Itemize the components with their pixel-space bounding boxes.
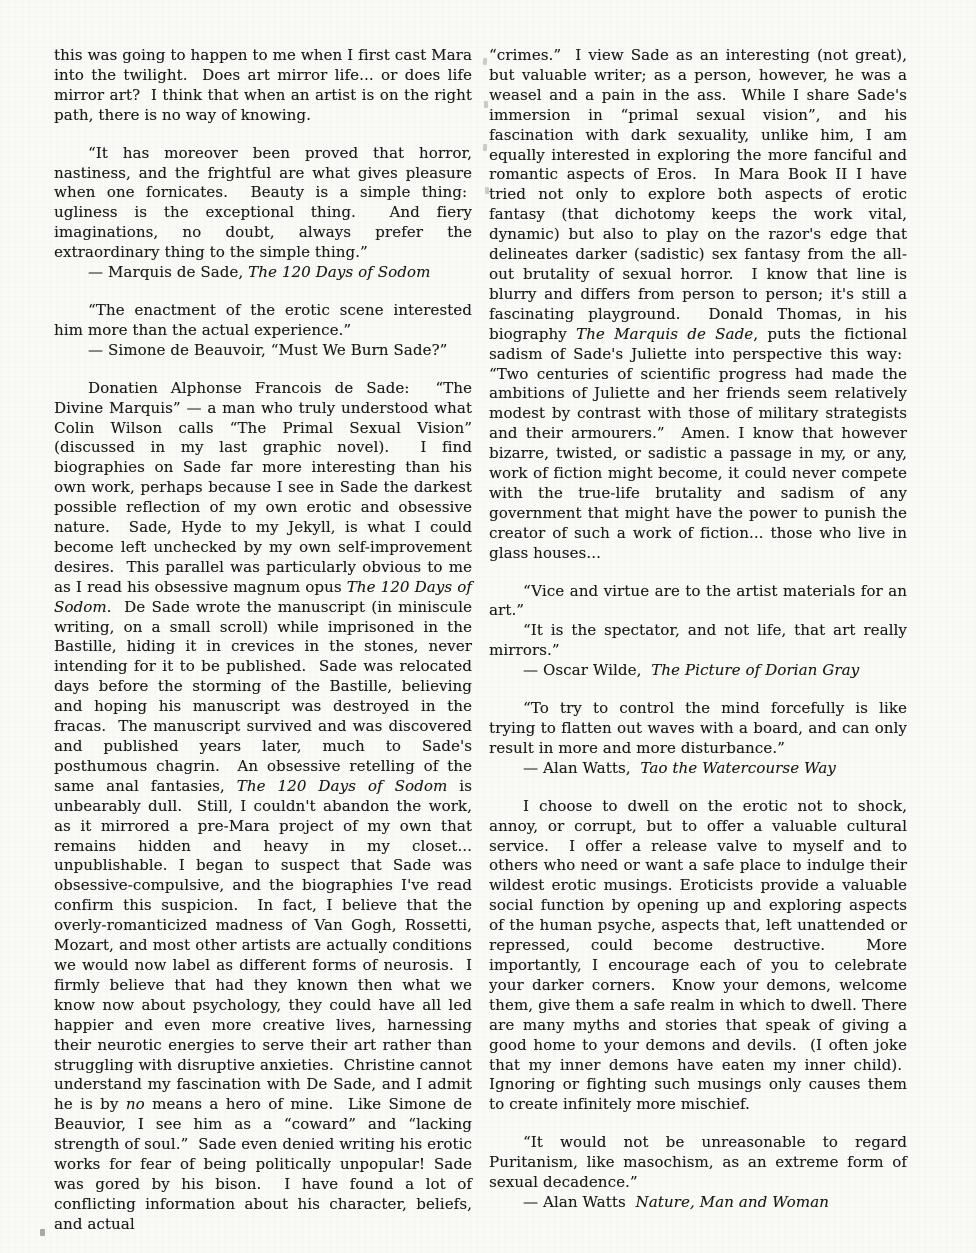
italic-text-run: The Marquis de Sade	[576, 324, 754, 343]
text-run: “Vice and virtue are to the artist materials for an art.”	[489, 581, 907, 620]
italic-text-run: The 120 Days of Sodom	[236, 776, 448, 795]
text-run: — Oscar Wilde,	[523, 661, 652, 680]
italic-text-run: Tao the Watercourse Way	[640, 758, 836, 777]
text-run: — Alan Watts	[523, 1192, 636, 1211]
attribution-line	[54, 263, 472, 283]
text-run: , puts the fictional sadism of Sade's Juliette into perspective this way: “Two centuries of scientific progress had made the ambitions of Juliette and her friends seem relatively modest by contrast with those of military strategists and their armourers.” Amen. I know that however bizarre, twisted, or sadistic a passage in my, or any, work of fiction might become, it could never compete with the true-life brutality and sadism of any government that might have the power to punish the creator of such a work of fiction... those who live in glass houses...	[489, 324, 907, 562]
scan-artifact	[483, 144, 487, 151]
paragraph	[54, 301, 472, 341]
text-run: “To try to control the mind forcefully is like trying to flatten out waves with a board, and can only result in more and more disturbance.”	[489, 699, 907, 757]
paragraph	[489, 699, 907, 759]
text-run: I choose to dwell on the erotic not to shock, annoy, or corrupt, but to offer a valuable cultural service. I offer a release valve to myself and to others who need or want a safe place to indulge their wildest erotic musings. Eroticists provide a valuable social function by opening up and exploring aspects of the human psyche, aspects that, left unattended or repressed, could become destructive. More importantly, I encourage each of you to celebrate your darker corners. Know your demons, welcome them, give them a safe realm in which to dwell. There are many myths and stories that speak of giving a good home to your demons and devils. (I often joke that my inner demons have eaten my inner child). Ignoring or fighting such musings only causes them to create infinitely more mischief.	[489, 796, 907, 1114]
paragraph	[489, 797, 907, 1116]
paragraph	[489, 582, 907, 622]
scan-artifact	[484, 101, 488, 108]
italic-text-run: no	[125, 1095, 145, 1114]
two-column-text	[54, 46, 976, 1235]
scan-artifact	[483, 58, 487, 65]
text-run: this was going to happen to me when I first cast Mara into the twilight. Does art mirror life... or does life mirror art? I think that when an artist is on the right path, there is no way of knowing.	[54, 46, 472, 124]
paragraph	[54, 144, 472, 263]
text-run: . De Sade wrote the manuscript (in miniscule writing, on a small scroll) while imprisoned in the Bastille, hiding it in crevices in the stones, never intending for it to be published. Sade was relocated days before the storming of the Bastille, believing and hoping his manuscript was destroyed in the fracas. The manuscript survived and was discovered and published years later, much to Sade's posthumous chagrin. An obsessive retelling of the same anal fantasies,	[54, 597, 472, 795]
scan-artifact	[40, 1229, 45, 1236]
italic-text-run: Nature, Man and Woman	[635, 1192, 829, 1211]
paragraph	[489, 46, 907, 564]
attribution-line	[489, 1193, 907, 1213]
text-run: — Simone de Beauvoir, “Must We Burn Sade?”	[88, 340, 448, 359]
scan-artifact	[485, 187, 489, 194]
text-run: — Alan Watts,	[523, 758, 641, 777]
attribution-line	[489, 661, 907, 681]
paragraph	[54, 46, 472, 126]
paragraph	[54, 379, 472, 1235]
text-run: Donatien Alphonse Francois de Sade: “The Divine Marquis” — a man who truly understood what Colin Wilson calls “The Primal Sexual Vision” (discussed in my last graphic novel). I find biographies on Sade far more interesting than his own work, perhaps because I see in Sade the darkest possible reflection of my own erotic and obsessive nature. Sade, Hyde to my Jekyll, is what I could become left unchecked by my own self-improvement desires. This parallel was particularly obvious to me as I read his obsessive magnum opus	[54, 378, 472, 596]
attribution-line	[489, 759, 907, 779]
text-run: “It has moreover been proved that horror, nastiness, and the frightful are what gives pleasure when one fornicates. Beauty is a simple thing: ugliness is the exceptional thing. And fiery imaginations, no doubt, always prefer the extraordinary thing to the simple thing.”	[54, 143, 472, 262]
text-run: is unbearably dull. Still, I couldn't abandon the work, as it mirrored a pre-Mara project of my own that remains hidden and heavy in my closet... unpublishable. I began to suspect that Sade was obsessive-compulsive, and the biographies I've read confirm this suspicion. In fact, I believe that the overly-romanticized madness of Van Gogh, Rossetti, Mozart, and most other artists are actually conditions we would now label as different forms of neurosis. I firmly believe that had they known then what we know now about psychology, they could have all led happier and even more creative lives, harnessing their neurotic energies to serve their art rather than struggling with disruptive anxieties. Christine cannot understand my fascination with De Sade, and I admit he is by	[54, 776, 472, 1114]
text-column-left	[54, 46, 472, 1235]
text-run: — Marquis de Sade,	[88, 263, 249, 282]
paragraph	[489, 1133, 907, 1193]
italic-text-run: The 120 Days of Sodom	[54, 577, 472, 616]
text-run: “It is the spectator, and not life, that art really mirrors.”	[489, 621, 907, 660]
italic-text-run: The Picture of Dorian Gray	[651, 661, 860, 680]
text-run: “It would not be unreasonable to regard Puritanism, like masochism, as an extreme form of sexual decadence.”	[489, 1133, 907, 1192]
text-run: “crimes.” I view Sade as an interesting (not great), but valuable writer; as a person, however, he was a weasel and a pain in the ass. While I share Sade's immersion in “primal sexual vision”, and his fascination with dark sexuality, unlike him, I am equally interested in exploring the more fanciful and romantic aspects of Eros. In Mara Book II I have tried not only to explore both aspects of erotic fantasy (that dichotomy keeps the work vital, dynamic) but also to play on the razor's edge that delineates darker (sadistic) sex fantasy from the all-out brutality of sexual horror. I know that line is blurry and differs from person to person; it's still a fascinating playground. Donald Thomas, in his biography	[489, 46, 907, 343]
italic-text-run: The 120 Days of Sodom	[248, 263, 431, 282]
text-run: “The enactment of the erotic scene interested him more than the actual experience.”	[54, 300, 472, 339]
paragraph	[489, 621, 907, 661]
text-column-right	[489, 46, 907, 1235]
attribution-line	[54, 341, 472, 361]
text-run: means a hero of mine. Like Simone de Beauvior, I see him as a “coward” and “lacking strength of soul.” Sade even denied writing his erotic works for fear of being politically unpopular! Sade was gored by his bison. I have found a lot of conflicting information about his character, beliefs, and actual	[54, 1095, 472, 1233]
